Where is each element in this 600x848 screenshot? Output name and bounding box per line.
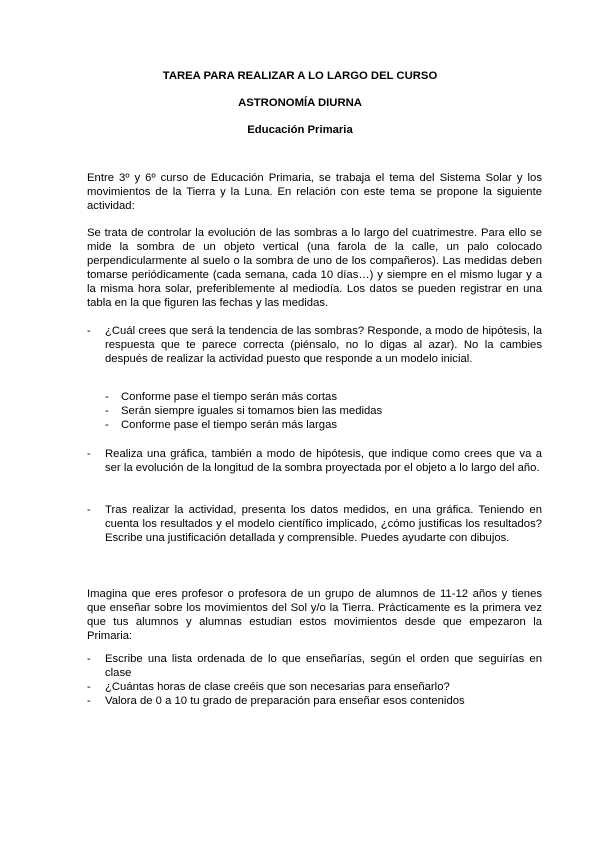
teacher-task-list bbox=[87, 652, 542, 708]
question-list-2 bbox=[87, 447, 542, 475]
question-list-3 bbox=[87, 503, 542, 545]
education-level: Educación Primaria bbox=[247, 124, 353, 136]
dash-bullet: - bbox=[87, 681, 91, 693]
dash-bullet: - bbox=[105, 419, 109, 431]
intro-paragraph: Entre 3º y 6º curso de Educación Primaria, se trabaja el tema del Sistema Solar y los movimientos de la Tierra y la Luna. En relación con este tema se propone la siguiente actividad: bbox=[87, 172, 542, 212]
activity-description: Se trata de controlar la evolución de las sombras a lo largo del cuatrimestre. Para ello se mide la sombra de un objeto vertical (una farola de la calle, un palo colocado perpendicularmente al suelo o la sombra de uno de los compañeros). Las medidas deben tomarse periódicamente (cada semana, cada 10 días…) y siempre en el mismo lugar y a la misma hora solar, preferiblemente al mediodía. Los datos se pueden registrar en una tabla en la que figuren las fechas y las medidas. bbox=[87, 227, 542, 309]
task-item bbox=[87, 680, 542, 694]
dash-bullet: - bbox=[87, 504, 91, 516]
document-subtitle: ASTRONOMÍA DIURNA bbox=[238, 97, 362, 109]
question-item bbox=[87, 503, 542, 545]
option-text: Conforme pase el tiempo serán más largas bbox=[121, 419, 337, 431]
task-text: Valora de 0 a 10 tu grado de preparación para enseñar esos contenidos bbox=[105, 695, 465, 707]
dash-bullet: - bbox=[87, 325, 91, 337]
option-item bbox=[105, 404, 542, 418]
dash-bullet: - bbox=[87, 695, 91, 707]
option-text: Serán siempre iguales si tomamos bien las medidas bbox=[121, 405, 383, 417]
task-item bbox=[87, 694, 542, 708]
dash-bullet: - bbox=[105, 391, 109, 403]
question-item bbox=[87, 324, 542, 366]
task-text: Escribe una lista ordenada de lo que enseñarías, según el orden que seguirías en clase bbox=[105, 653, 542, 679]
task-text: ¿Cuántas horas de clase creéis que son necesarias para enseñarlo? bbox=[105, 681, 450, 693]
teacher-scenario-paragraph: Imagina que eres profesor o profesora de un grupo de alumnos de 11-12 años y tienes que enseñar sobre los movimientos del Sol y/o la Tierra. Prácticamente es la primera vez que tus alumnos y alumnas estudian estos movimientos desde que empezaron la Primaria: bbox=[87, 588, 542, 642]
question-text: ¿Cuál crees que será la tendencia de las sombras? Responde, a modo de hipótesis, la respuesta que te parece correcta (piénsalo, no lo digas al azar). No la cambies después de realizar la actividad puesto que responde a un modelo inicial. bbox=[105, 325, 542, 365]
option-text: Conforme pase el tiempo serán más cortas bbox=[121, 391, 337, 403]
dash-bullet: - bbox=[87, 448, 91, 460]
question-list-1 bbox=[87, 324, 542, 366]
option-item bbox=[105, 418, 542, 432]
question-item bbox=[87, 447, 542, 475]
option-item bbox=[105, 390, 542, 404]
question-text: Realiza una gráfica, también a modo de hipótesis, que indique como crees que va a ser la evolución de la longitud de la sombra proyectada por el objeto a lo largo del año. bbox=[105, 448, 542, 474]
hypothesis-options bbox=[105, 390, 542, 432]
question-text: Tras realizar la actividad, presenta los datos medidos, en una gráfica. Teniendo en cuenta los resultados y el modelo científico implicado, ¿cómo justificas los resultados? Escribe una justificación detallada y comprensible. Puedes ayudarte con dibujos. bbox=[105, 504, 542, 544]
dash-bullet: - bbox=[87, 653, 91, 665]
task-item bbox=[87, 652, 542, 680]
dash-bullet: - bbox=[105, 405, 109, 417]
document-title: TAREA PARA REALIZAR A LO LARGO DEL CURSO bbox=[162, 70, 438, 82]
